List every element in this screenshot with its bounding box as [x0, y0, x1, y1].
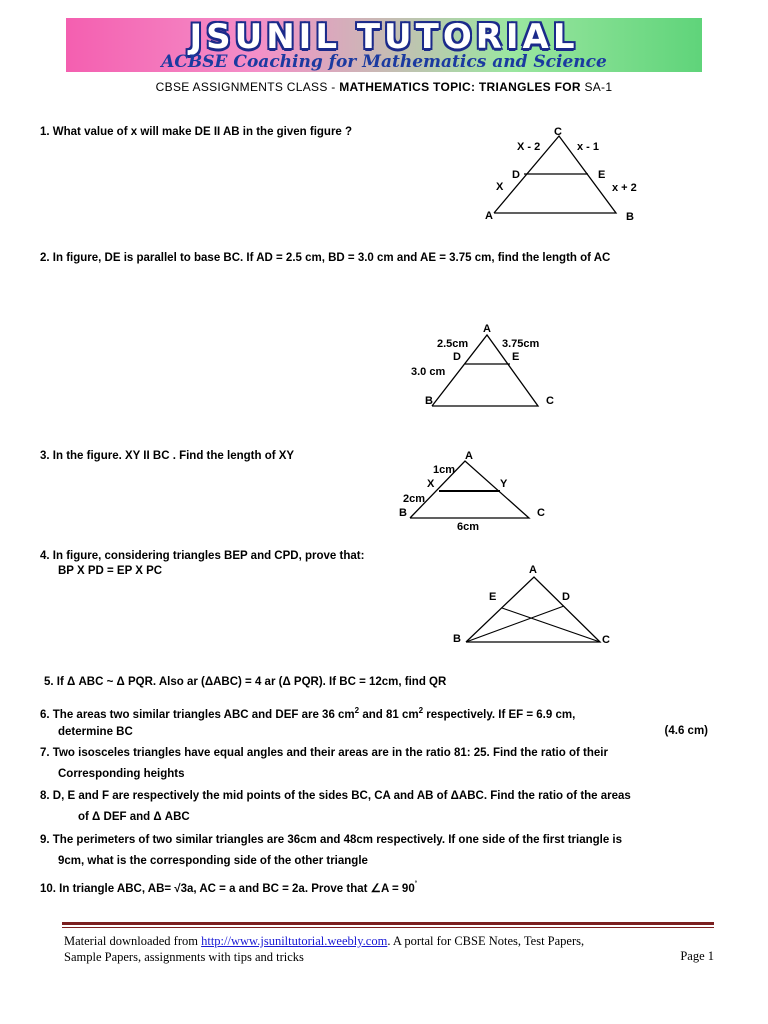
fig4-label-a: A: [529, 564, 537, 576]
question-7: 7. Two isosceles triangles have equal angles and their areas are in the ratio 81: 25. Find the ratio of their: [40, 747, 608, 759]
q6-sup-1: 2: [354, 706, 360, 715]
fig3-label-ax: 1cm: [433, 464, 456, 476]
subtitle-suffix: SA-1: [580, 80, 613, 94]
fig1-label-x-plus-2: x + 2: [612, 182, 637, 194]
fig4-label-b: B: [453, 633, 461, 645]
document-subtitle: [0, 80, 768, 94]
fig4-line-ec: [502, 608, 600, 642]
fig4-label-c: C: [602, 634, 610, 646]
footer-rule-thin: [62, 927, 714, 928]
footer-text-post: . A portal for CBSE Notes, Test Papers,: [387, 934, 585, 948]
fig2-label-ae: 3.75cm: [502, 338, 540, 350]
footer-line-2: Sample Papers, assignments with tips and tricks: [64, 950, 304, 964]
question-4: 4. In figure, considering triangles BEP and CPD, prove that:: [40, 550, 365, 562]
banner-tagline: ACBSE Coaching for Mathematics and Science: [161, 52, 607, 72]
fig2-label-bd: 3.0 cm: [411, 366, 446, 378]
footer-text-pre: Material downloaded from: [64, 934, 202, 948]
fig1-label-c: C: [554, 126, 562, 138]
q6-sup-2: 2: [418, 706, 424, 715]
fig3-label-b: B: [399, 507, 407, 519]
question-8: 8. D, E and F are respectively the mid points of the sides BC, CA and AB of ΔABC. Find the ratio of the areas: [40, 790, 631, 802]
question-9-line-2: 9cm, what is the corresponding side of the other triangle: [58, 855, 368, 867]
footer-text: [64, 933, 714, 965]
question-7-line-2: Corresponding heights: [58, 768, 185, 780]
fig2-label-b: B: [425, 395, 433, 407]
fig2-label-a: A: [483, 323, 491, 335]
fig2-label-e: E: [512, 351, 520, 363]
question-6-answer: (4.6 cm): [664, 725, 708, 737]
q10-degree: ˚: [414, 880, 418, 889]
question-8-line-2: of Δ DEF and Δ ABC: [78, 811, 190, 823]
fig1-label-b: B: [626, 211, 634, 223]
fig1-label-e: E: [598, 169, 606, 181]
banner-title: JSUNIL TUTORIAL: [189, 17, 579, 57]
page-number: Page 1: [680, 949, 714, 963]
fig1-label-d: D: [512, 169, 520, 181]
subtitle-topic: MATHEMATICS TOPIC: TRIANGLES FOR: [339, 80, 581, 94]
fig1-label-x-minus-1: x - 1: [577, 141, 600, 153]
question-6-line-2: determine BC: [58, 726, 133, 738]
fig3-label-a: A: [465, 450, 473, 462]
q10-text: 10. In triangle ABC, AB= √3a, AC = a and BC = 2a. Prove that ∠A = 90: [40, 882, 415, 895]
fig1-label-x: X: [496, 181, 504, 193]
q6-text-3: respectively. If EF = 6.9 cm,: [423, 708, 576, 721]
question-2: 2. In figure, DE is parallel to base BC. If AD = 2.5 cm, BD = 3.0 cm and AE = 3.75 cm, find the length of AC: [40, 252, 611, 264]
question-6: [40, 703, 575, 723]
fig4-label-d: D: [562, 591, 570, 603]
header-banner: [66, 18, 702, 72]
fig3-label-xb: 2cm: [403, 493, 426, 505]
subtitle-prefix: CBSE ASSIGNMENTS CLASS -: [155, 80, 340, 94]
fig3-label-x: X: [427, 478, 435, 490]
question-10: [40, 877, 417, 897]
fig2-label-d: D: [453, 351, 461, 363]
question-1: 1. What value of x will make DE II AB in the given figure ?: [40, 126, 353, 138]
q6-text-1: 6. The areas two similar triangles ABC and DEF are 36 cm: [40, 708, 355, 721]
question-5: 5. If Δ ABC ~ Δ PQR. Also ar (ΔABC) = 4 ar (Δ PQR). If BC = 12cm, find QR: [44, 676, 447, 688]
footer-rule-thick: [62, 922, 714, 925]
q6-text-2: and 81 cm: [359, 708, 419, 721]
fig4-triangle-abc: [466, 577, 600, 642]
fig3-label-c: C: [537, 507, 545, 519]
footer-website-link[interactable]: http://www.jsuniltutorial.weebly.com: [201, 934, 388, 948]
question-3: 3. In the figure. XY II BC . Find the length of XY: [40, 450, 295, 462]
fig4-label-e: E: [489, 591, 497, 603]
fig3-label-bc: 6cm: [457, 521, 480, 533]
fig2-label-ad: 2.5cm: [437, 338, 469, 350]
question-9: 9. The perimeters of two similar triangles are 36cm and 48cm respectively. If one side of the first triangle is: [40, 834, 623, 846]
figure-1-triangle: [480, 124, 650, 224]
fig3-label-y: Y: [500, 478, 508, 490]
figure-4-triangle: [450, 560, 620, 650]
figure-3-triangle: [396, 447, 556, 533]
figure-2-triangle: [405, 322, 575, 412]
fig1-label-x-minus-2: X - 2: [517, 141, 541, 153]
fig1-label-a: A: [485, 210, 493, 222]
fig2-label-c: C: [546, 395, 554, 407]
question-4-statement: BP X PD = EP X PC: [58, 565, 163, 577]
